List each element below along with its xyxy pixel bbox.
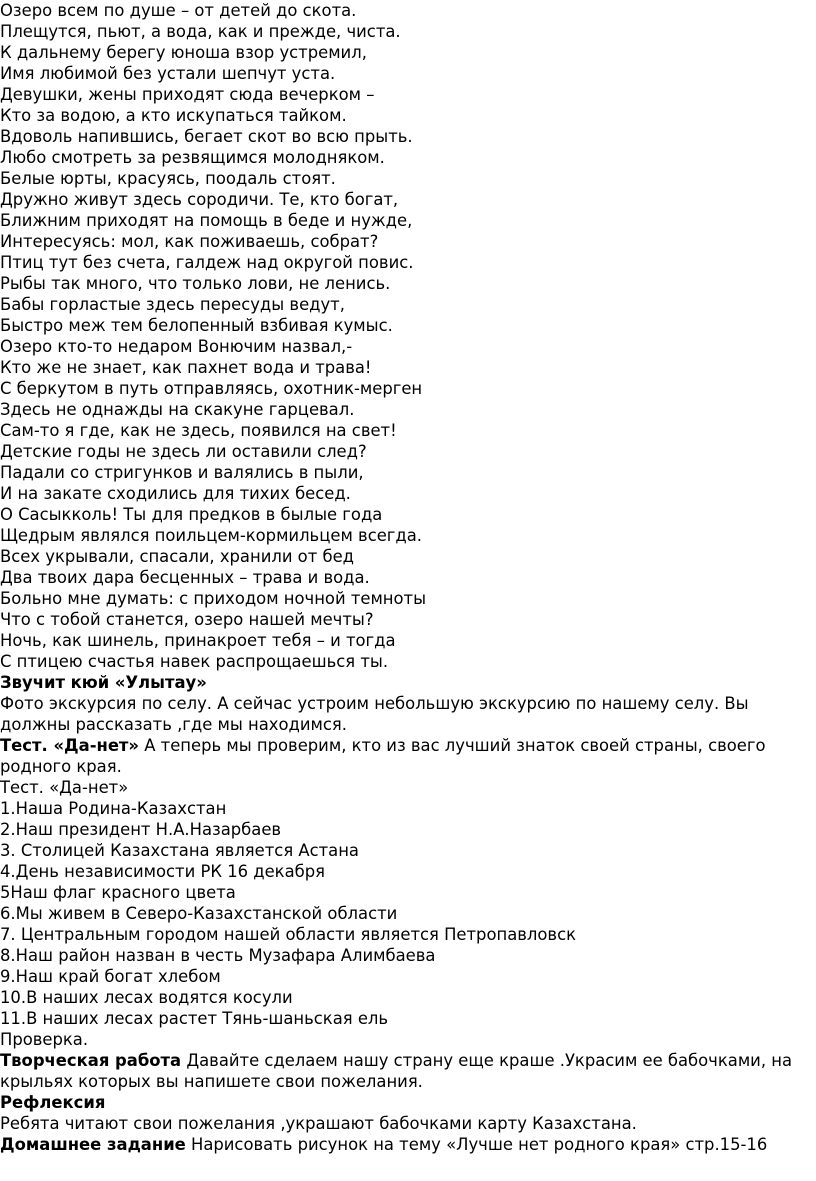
poem-line: Любо смотреть за резвящимся молодняком. [0, 148, 385, 167]
test-item: 1.Наша Родина-Казахстан [0, 799, 227, 818]
poem-line: Кто же не знает, как пахнет вода и трава! [0, 358, 372, 377]
poem-line: Рыбы так много, что только лови, не ленись. [0, 274, 391, 293]
reflection-heading: Рефлексия [0, 1093, 106, 1112]
poem-line: Белые юрты, красуясь, поодаль стоят. [0, 169, 336, 188]
test-heading: Тест. «Да-нет» [0, 736, 140, 755]
poem-line: Кто за водою, а кто искупаться тайком. [0, 106, 347, 125]
poem-line: О Сасыкколь! Ты для предков в былые года [0, 505, 383, 524]
check-text: Проверка. [0, 1030, 89, 1049]
poem-line: Щедрым являлся поильцем-кормильцем всегда. [0, 526, 422, 545]
test-item: 5Наш флаг красного цвета [0, 883, 236, 902]
creative-heading: Творческая работа [0, 1051, 182, 1070]
test-item: 8.Наш район назван в честь Музафара Алимбаева [0, 946, 436, 965]
homework-text: Нарисовать рисунок на тему «Лучше нет родного края» стр.15-16 [185, 1135, 768, 1154]
poem-line: Детские годы не здесь ли оставили след? [0, 442, 367, 461]
poem-line: Ночь, как шинель, принакроет тебя – и тогда [0, 631, 396, 650]
test-paragraph [0, 735, 812, 777]
test-item: 9.Наш край богат хлебом [0, 967, 221, 986]
poem-line: Что с тобой станется, озеро нашей мечты? [0, 610, 374, 629]
poem-line: С беркутом в путь отправляясь, охотник-мерген [0, 379, 423, 398]
test-intro: А теперь мы проверим, кто из вас лучший знаток своей страны, своего родного края. [0, 736, 766, 776]
poem-line: Падали со стригунков и валялись в пыли, [0, 463, 364, 482]
test-item: 7. Центральным городом нашей области является Петропавловск [0, 925, 576, 944]
excursion-paragraph: Фото экскурсия по селу. А сейчас устроим небольшую экскурсию по нашему селу. Вы должны рассказать ,где мы находимся. [0, 694, 749, 734]
poem-line: Интересуясь: мол, как поживаешь, собрат? [0, 232, 379, 251]
test-item: 4.День независимости РК 16 декабря [0, 862, 325, 881]
poem-line: Здесь не однажды на скакуне гарцевал. [0, 400, 355, 419]
test-list [0, 798, 816, 1029]
test-item: 10.В наших лесах водятся косули [0, 988, 293, 1007]
test-item: 2.Наш президент Н.А.Назарбаев [0, 820, 282, 839]
reflection-text: Ребята читают свои пожелания ,украшают бабочками карту Казахстана. [0, 1114, 637, 1133]
homework-heading: Домашнее задание [0, 1135, 186, 1154]
poem-line: Сам-то я где, как не здесь, появился на свет! [0, 421, 397, 440]
creative-text: Давайте сделаем нашу страну еще краше .Украсим ее бабочками, на крыльях которых вы напишете свои пожелания. [0, 1051, 793, 1091]
poem-line: И на закате сходились для тихих бесед. [0, 484, 351, 503]
homework-paragraph [0, 1134, 816, 1155]
test-item: 11.В наших лесах растет Тянь-шаньская ель [0, 1009, 389, 1028]
poem-line: Всех укрывали, спасали, хранили от бед [0, 547, 354, 566]
poem-line: Ближним приходят на помощь в беде и нужде, [0, 211, 413, 230]
poem-line: Больно мне думать: с приходом ночной темноты [0, 589, 427, 608]
kuy-heading: Звучит кюй «Улытау» [0, 673, 207, 692]
test-item: 6.Мы живем в Северо-Казахстанской области [0, 904, 398, 923]
test-item: 3. Столицей Казахстана является Астана [0, 841, 359, 860]
poem-line: К дальнему берегу юноша взор устремил, [0, 43, 367, 62]
poem-line: Плещутся, пьют, а вода, как и прежде, чиста. [0, 22, 401, 41]
poem-line: Озеро кто-то недаром Вонючим назвал,- [0, 337, 353, 356]
poem-line: Два твоих дара бесценных – трава и вода. [0, 568, 370, 587]
poem-line: Дружно живут здесь сородичи. Те, кто богат, [0, 190, 399, 209]
poem-line: Быстро меж тем белопенный взбивая кумыс. [0, 316, 393, 335]
poem-line: Озеро всем по душе – от детей до скота. [0, 1, 357, 20]
poem-line: С птицею счастья навек распрощаешься ты. [0, 652, 389, 671]
poem-line: Девушки, жены приходят сюда вечерком – [0, 85, 375, 104]
poem-line: Птиц тут без счета, галдеж над округой повис. [0, 253, 414, 272]
poem-line: Имя любимой без устали шепчут уста. [0, 64, 336, 83]
poem-line: Вдоволь напившись, бегает скот во всю прыть. [0, 127, 413, 146]
test-title: Тест. «Да-нет» [0, 778, 129, 797]
creative-paragraph [0, 1050, 812, 1092]
poem-line: Бабы горластые здесь пересуды ведут, [0, 295, 345, 314]
